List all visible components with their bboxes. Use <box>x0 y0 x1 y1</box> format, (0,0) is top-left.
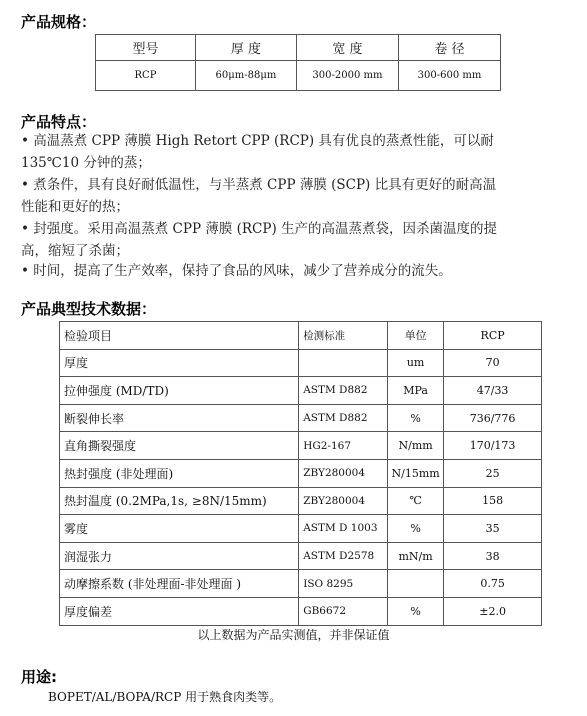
unit-cell <box>388 570 444 598</box>
spec-row <box>96 61 501 91</box>
item-cell: 润湿张力 <box>60 542 299 570</box>
features-heading: 产品特点： <box>21 113 97 131</box>
tech-header-cell: RCP <box>444 322 542 350</box>
spec-cell: 300-600 mm <box>399 61 501 91</box>
unit-cell: N/mm <box>388 432 444 460</box>
table-row <box>60 597 542 625</box>
value-cell: 736/776 <box>444 404 542 432</box>
feature-line: 高，缩短了杀菌； <box>21 243 129 259</box>
table-row <box>60 570 542 598</box>
unit-cell: % <box>388 404 444 432</box>
feature-line: 性能和更好的热； <box>21 199 129 215</box>
standard-cell: ASTM D 1003 <box>299 515 388 543</box>
item-cell: 热封强度 (非处理面) <box>60 459 299 487</box>
spec-header-cell: 型号 <box>96 35 196 61</box>
value-cell: 38 <box>444 542 542 570</box>
data-disclaimer-note: 以上数据为产品实测值，并非保证值 <box>197 628 390 642</box>
item-cell: 直角撕裂强度 <box>60 432 299 460</box>
value-cell: 158 <box>444 487 542 515</box>
item-cell: 厚度偏差 <box>60 597 299 625</box>
table-row <box>60 377 542 405</box>
value-cell: 0.75 <box>444 570 542 598</box>
spec-table <box>95 34 501 91</box>
standard-cell: ZBY280004 <box>299 487 388 515</box>
tech-header-row <box>60 322 542 350</box>
item-cell: 断裂伸长率 <box>60 404 299 432</box>
standard-cell: GB6672 <box>299 597 388 625</box>
spec-heading: 产品规格： <box>21 13 97 31</box>
standard-cell <box>299 349 388 377</box>
item-cell: 厚度 <box>60 349 299 377</box>
unit-cell: mN/m <box>388 542 444 570</box>
usage-heading: 用途: <box>21 668 57 686</box>
spec-header-cell: 卷 径 <box>399 35 501 61</box>
standard-cell: ASTM D882 <box>299 377 388 405</box>
usage-text: BOPET/AL/BOPA/RCP 用于熟食肉类等。 <box>48 690 282 704</box>
standard-cell: ASTM D882 <box>299 404 388 432</box>
tech-header-cell: 单位 <box>388 322 444 350</box>
value-cell: 70 <box>444 349 542 377</box>
tech-heading: 产品典型技术数据： <box>21 300 157 318</box>
spec-header-cell: 厚 度 <box>195 35 296 61</box>
item-cell: 动摩擦系数 (非处理面-非处理面 ) <box>60 570 299 598</box>
unit-cell: ℃ <box>388 487 444 515</box>
unit-cell: % <box>388 515 444 543</box>
value-cell: 170/173 <box>444 432 542 460</box>
value-cell: 35 <box>444 515 542 543</box>
feature-line: • 时间，提高了生产效率，保持了食品的风味，减少了营养成分的流失。 <box>21 263 452 279</box>
table-row <box>60 459 542 487</box>
spec-header-cell: 宽 度 <box>296 35 398 61</box>
standard-cell: HG2-167 <box>299 432 388 460</box>
feature-line: 135℃10 分钟的蒸； <box>21 155 151 171</box>
feature-line: • 封强度。采用高温蒸煮 CPP 薄膜 (RCP) 生产的高温蒸煮袋，因杀菌温度的提 <box>21 221 498 237</box>
table-row <box>60 515 542 543</box>
item-cell: 拉伸强度 (MD/TD) <box>60 377 299 405</box>
spec-cell: RCP <box>96 61 196 91</box>
standard-cell: ISO 8295 <box>299 570 388 598</box>
value-cell: 25 <box>444 459 542 487</box>
unit-cell: N/15mm <box>388 459 444 487</box>
tech-data-table <box>59 321 542 626</box>
feature-line: • 煮条件，具有良好耐低温性，与半蒸煮 CPP 薄膜 (SCP) 比具有更好的耐高温 <box>21 177 497 193</box>
unit-cell: MPa <box>388 377 444 405</box>
tech-header-cell: 检测标准 <box>299 322 388 350</box>
unit-cell: um <box>388 349 444 377</box>
unit-cell: % <box>388 597 444 625</box>
table-row <box>60 432 542 460</box>
table-row <box>60 349 542 377</box>
spec-cell: 60μm-88μm <box>195 61 296 91</box>
spec-cell: 300-2000 mm <box>296 61 398 91</box>
tech-header-cell: 检验项目 <box>60 322 299 350</box>
table-row <box>60 404 542 432</box>
feature-line: • 高温蒸煮 CPP 薄膜 High Retort CPP (RCP) 具有优良的蒸煮性能，可以耐 <box>21 133 494 149</box>
item-cell: 热封温度 (0.2MPa,1s, ≥8N/15mm) <box>60 487 299 515</box>
value-cell: ±2.0 <box>444 597 542 625</box>
spec-header-row <box>96 35 501 61</box>
standard-cell: ASTM D2578 <box>299 542 388 570</box>
table-row <box>60 542 542 570</box>
table-row <box>60 487 542 515</box>
item-cell: 雾度 <box>60 515 299 543</box>
value-cell: 47/33 <box>444 377 542 405</box>
standard-cell: ZBY280004 <box>299 459 388 487</box>
